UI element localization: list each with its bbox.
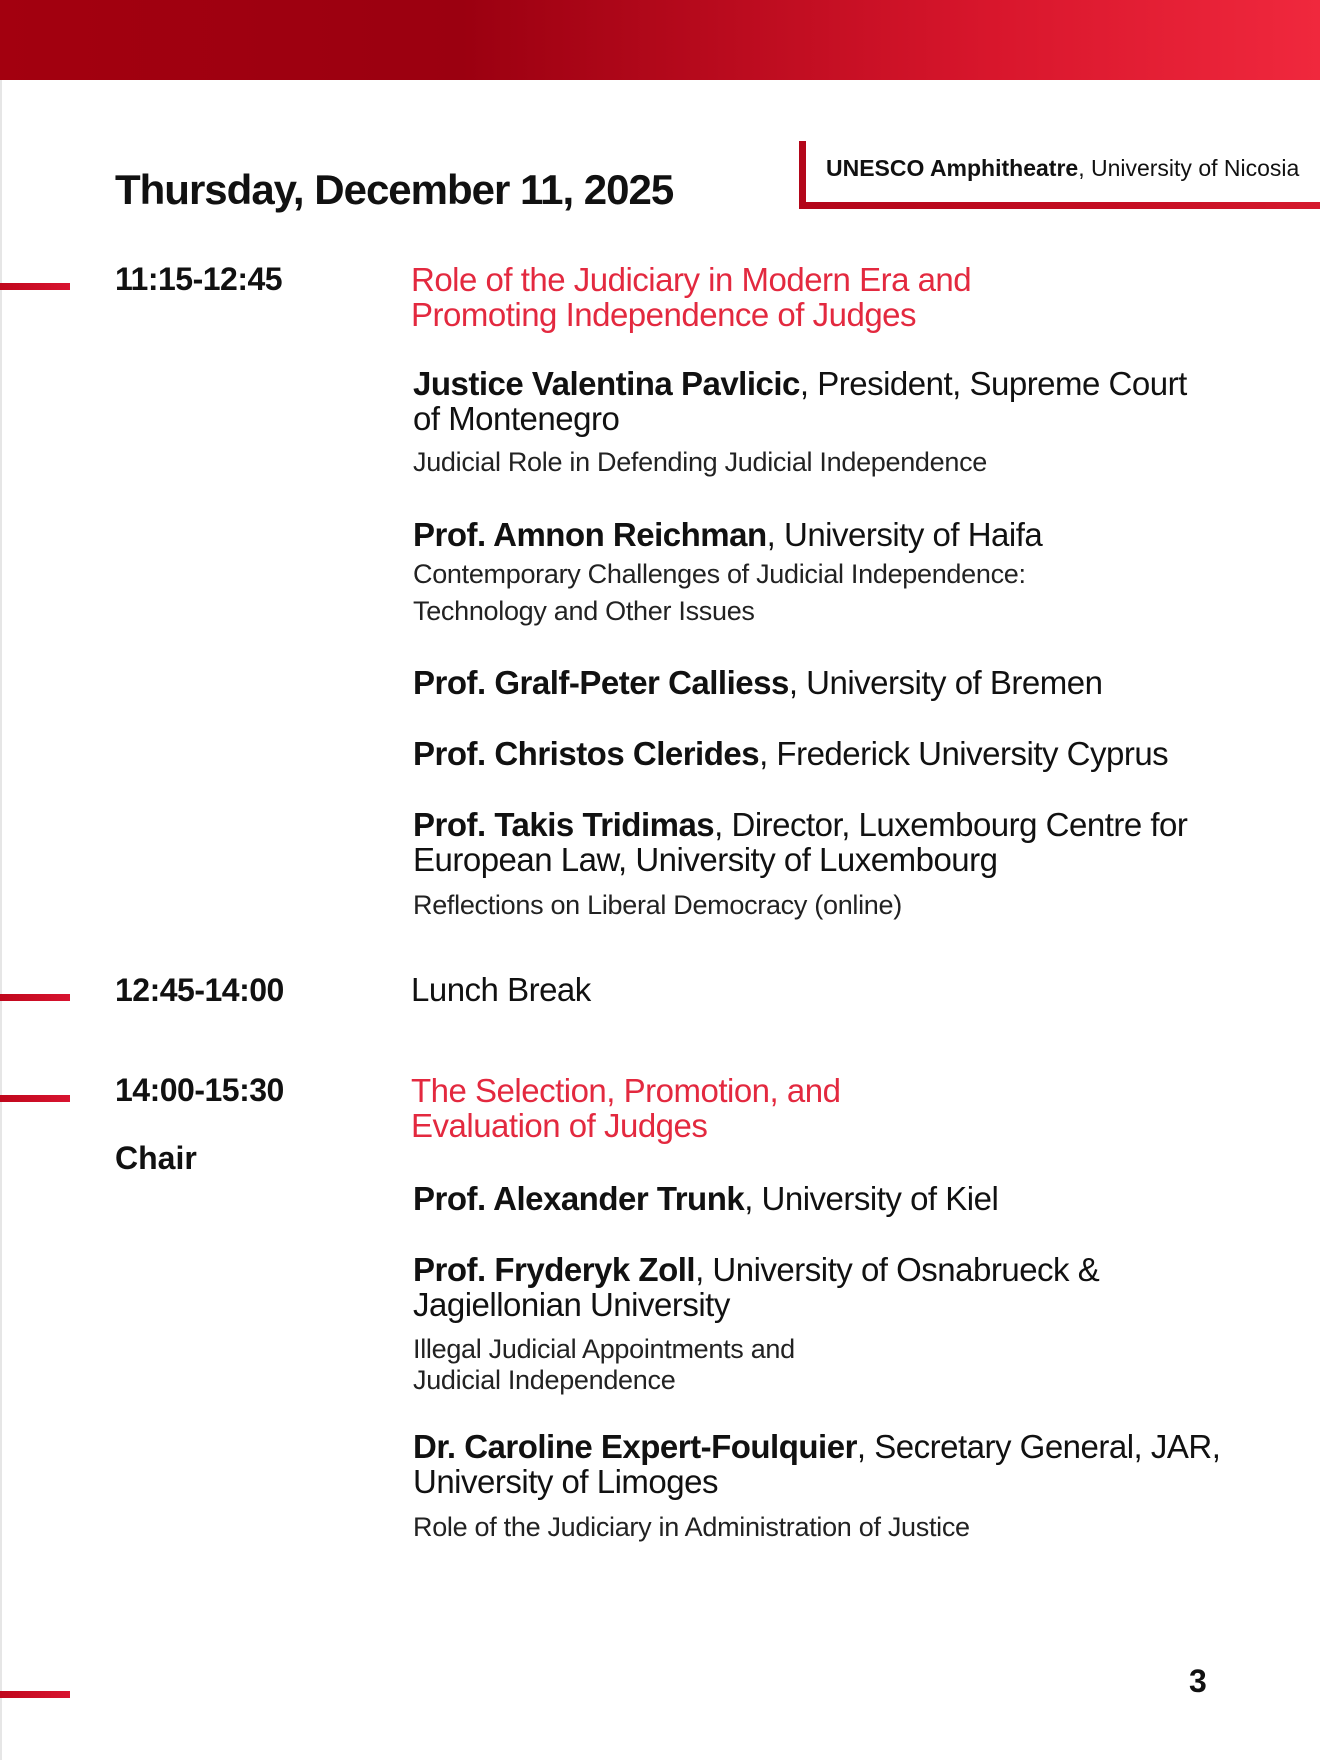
session-time: 14:00-15:30 (115, 1072, 284, 1108)
talk-title (413, 1334, 1253, 1396)
session-time: 11:15-12:45 (115, 261, 283, 297)
speaker-entry (413, 736, 1253, 771)
session-time: 12:45-14:00 (115, 972, 284, 1008)
session-title (411, 1073, 1111, 1143)
speaker-entry (413, 807, 1253, 921)
lunch-break-label: Lunch Break (411, 971, 591, 1008)
session-title (411, 262, 1111, 332)
header-band (0, 0, 1320, 80)
talk-title: Contemporary Challenges of Judicial Independence: Technology and Other Issues (413, 559, 1026, 626)
talk-title-line: Judicial Independence (413, 1365, 676, 1395)
speaker-entry (413, 517, 1253, 630)
venue-label (826, 155, 1299, 182)
session-title-line: The Selection, Promotion, and (411, 1072, 841, 1109)
speaker-affiliation: , Frederick University Cyprus (759, 735, 1169, 772)
speaker-name: Prof. Gralf-Peter Calliess (413, 664, 789, 701)
speaker-affiliation: , University of Bremen (788, 664, 1103, 701)
speaker-entry (413, 665, 1253, 700)
venue-institution: , University of Nicosia (1078, 155, 1300, 181)
speaker-affiliation: , University of Haifa (766, 516, 1043, 553)
speaker-name: Dr. Caroline Expert-Foulquier (413, 1428, 857, 1465)
talk-title: Role of the Judiciary in Administration of Justice (413, 1512, 970, 1542)
speaker-name: Prof. Amnon Reichman (413, 516, 767, 553)
talk-title: Reflections on Liberal Democracy (online) (413, 890, 902, 920)
speaker-affiliation: , Secretary General, JAR, University of Limoges (413, 1428, 1221, 1500)
venue-horizontal-bar (799, 202, 1320, 209)
speaker-affiliation: , University of Kiel (744, 1180, 999, 1217)
session-title-line: Evaluation of Judges (411, 1107, 708, 1144)
speaker-name: Prof. Alexander Trunk (413, 1180, 745, 1217)
speaker-affiliation: , Director, Luxembourg Centre for European Law, University of Luxembourg (413, 806, 1188, 878)
page-left-edge (0, 80, 2, 1760)
chair-label: Chair (115, 1140, 197, 1176)
venue-name: UNESCO Amphitheatre (826, 155, 1079, 181)
venue-vertical-bar (799, 141, 806, 209)
venue-tag (799, 141, 1320, 209)
session-title-line: Role of the Judiciary in Modern Era and (411, 261, 972, 298)
speaker-entry (413, 1429, 1253, 1543)
speaker-name: Prof. Takis Tridimas (413, 806, 715, 843)
footer-marker (0, 1691, 70, 1698)
speaker-affiliation: , University of Osnabrueck & Jagiellonian University (413, 1251, 1100, 1323)
speaker-name: Justice Valentina Pavlicic (413, 365, 800, 402)
speaker-entry (413, 1252, 1253, 1396)
speaker-affiliation: , President, Supreme Court of Montenegro (413, 365, 1187, 437)
speaker-entry (413, 366, 1253, 478)
speaker-entry (413, 1181, 1253, 1216)
talk-title: Judicial Role in Defending Judicial Independence (413, 447, 987, 477)
talk-title-line: Illegal Judicial Appointments and (413, 1334, 795, 1364)
page-number: 3 (1189, 1663, 1207, 1699)
session-marker (0, 283, 70, 290)
session-title-line: Promoting Independence of Judges (411, 296, 917, 333)
speaker-name: Prof. Fryderyk Zoll (413, 1251, 696, 1288)
speaker-name: Prof. Christos Clerides (413, 735, 760, 772)
page-title-date: Thursday, December 11, 2025 (115, 166, 674, 213)
session-marker (0, 1095, 70, 1102)
session-marker (0, 994, 70, 1001)
